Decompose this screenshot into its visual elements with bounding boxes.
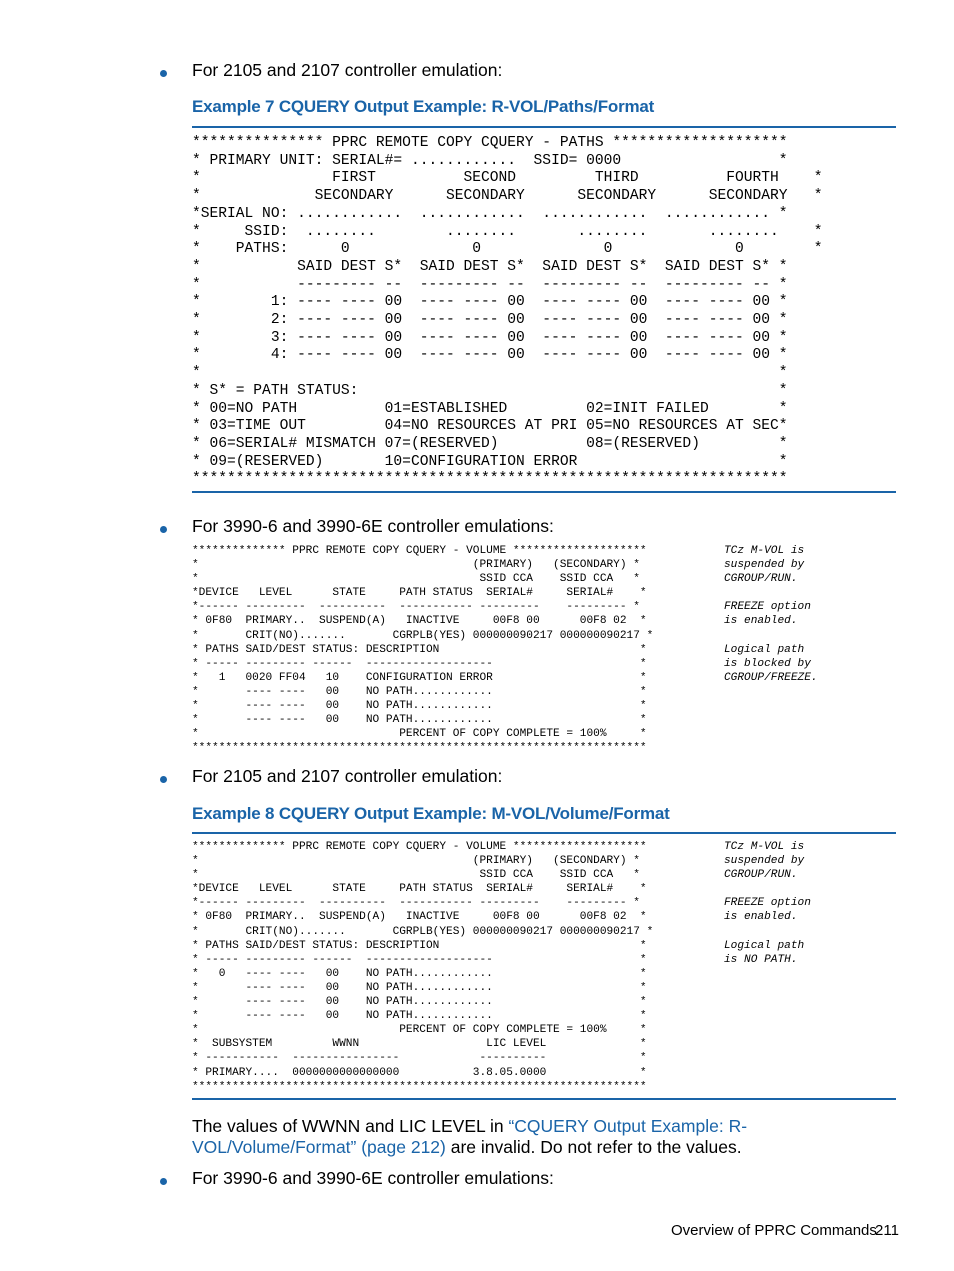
example-7-top-rule bbox=[192, 126, 896, 128]
example-7-listing: *************** PPRC REMOTE COPY CQUERY - PATHS ******************** * PRIMARY UNIT: SERIAL#= ............ SSID= 0000 * * FIRST SECOND THIRD FOURTH * * SECONDARY SECONDARY SECONDARY SECONDARY * *SERIAL NO: ............ ............ ............ ............ * * SSID: ........ ........ ........ ........ * * PATHS: 0 0 0 0 * * SAID DEST S* SAID DEST S* SAID DEST S* SAID DEST S* * * --------- -- --------- -- --------- -- --------- -- * * 1: ---- ---- 00 ---- ---- 00 ---- ---- 00 ---- ---- 00 * * 2: ---- ---- 00 ---- ---- 00 ---- ---- 00 ---- ---- 00 * * 3: ---- ---- 00 ---- ---- 00 ---- ---- 00 ---- ---- 00 * * 4: ---- ---- 00 ---- ---- 00 ---- ---- 00 ---- ---- 00 * * * * S* = PATH STATUS: * * 00=NO PATH 01=ESTABLISHED 02=INIT FAILED * * 03=TIME OUT 04=NO RESOURCES AT PRI 05=NO RESOURCES AT SEC* * 06=SERIAL# MISMATCH 07=(RESERVED) 08=(RESERVED) * * 09=(RESERVED) 10=CONFIGURATION ERROR * ******************************************************************** bbox=[192, 135, 823, 488]
bullet-item bbox=[0, 516, 954, 544]
cross-reference-link[interactable]: “CQUERY Output Example: R-VOL/Volume/Format” (page 212) bbox=[192, 1116, 748, 1157]
volume-listing-3990: ************** PPRC REMOTE COPY CQUERY - VOLUME ******************** * (PRIMARY) (SECONDARY) * * SSID CCA SSID CCA * *DEVICE LEVEL STATE PATH STATUS SERIAL# SERIAL# * *------ --------- ---------- ----------- --------- --------- * * 0F80 PRIMARY.. SUSPEND(A) INACTIVE 00F8 00 00F8 02 * * CRIT(NO)....... CGRPLB(YES) 000000090217 000000090217 * * PATHS SAID/DEST STATUS: DESCRIPTION * * ----- --------- ------ ------------------- * * 1 0020 FF04 10 CONFIGURATION ERROR * * ---- ---- 00 NO PATH............ * * ---- ---- 00 NO PATH............ * * ---- ---- 00 NO PATH............ * * PERCENT OF COPY COMPLETE = 100% * ******************************************************************** bbox=[192, 545, 654, 755]
footer-page-number: 211 bbox=[875, 1222, 899, 1239]
bullet-text: For 2105 and 2107 controller emulation: bbox=[192, 766, 503, 786]
footer-section-title: Overview of PPRC Commands bbox=[671, 1222, 877, 1239]
bullet-icon bbox=[160, 526, 167, 533]
bullet-item bbox=[0, 1168, 954, 1196]
paragraph-text-after: are invalid. Do not refer to the values. bbox=[445, 1137, 742, 1157]
example-7-bottom-rule bbox=[192, 491, 896, 493]
example-8-note: TCz M-VOL is suspended by CGROUP/RUN. FREEZE option is enabled. Logical path is NO PATH. bbox=[724, 841, 811, 966]
example-7-title: Example 7 CQUERY Output Example: R-VOL/Paths/Format bbox=[192, 97, 655, 116]
bullet-text: For 3990-6 and 3990-6E controller emulations: bbox=[192, 1168, 554, 1188]
paragraph-text-before: The values of WWNN and LIC LEVEL in bbox=[192, 1116, 509, 1136]
example-8-title: Example 8 CQUERY Output Example: M-VOL/Volume/Format bbox=[192, 804, 670, 823]
example-8-top-rule bbox=[192, 832, 896, 834]
bullet-icon bbox=[160, 776, 167, 783]
bullet-icon bbox=[160, 1178, 167, 1185]
wwnn-note-paragraph bbox=[192, 1116, 902, 1158]
bullet-text: For 3990-6 and 3990-6E controller emulations: bbox=[192, 516, 554, 536]
bullet-text: For 2105 and 2107 controller emulation: bbox=[192, 60, 503, 80]
bullet-item bbox=[0, 60, 954, 88]
volume-listing-3990-note: TCz M-VOL is suspended by CGROUP/RUN. FREEZE option is enabled. Logical path is blocked by CGROUP/FREEZE. bbox=[724, 545, 818, 684]
example-8-listing: ************** PPRC REMOTE COPY CQUERY - VOLUME ******************** * (PRIMARY) (SECONDARY) * * SSID CCA SSID CCA * *DEVICE LEVEL STATE PATH STATUS SERIAL# SERIAL# * *------ --------- ---------- ----------- --------- --------- * * 0F80 PRIMARY.. SUSPEND(A) INACTIVE 00F8 00 00F8 02 * * CRIT(NO)....... CGRPLB(YES) 000000090217 000000090217 * * PATHS SAID/DEST STATUS: DESCRIPTION * * ----- --------- ------ ------------------- * * 0 ---- ---- 00 NO PATH............ * * ---- ---- 00 NO PATH............ * * ---- ---- 00 NO PATH............ * * ---- ---- 00 NO PATH............ * * PERCENT OF COPY COMPLETE = 100% * * SUBSYSTEM WWNN LIC LEVEL * * ----------- ---------------- ---------- * * PRIMARY.... 0000000000000000 3.8.05.0000 * ******************************************************************** bbox=[192, 841, 654, 1093]
bullet-item bbox=[0, 766, 954, 794]
example-8-bottom-rule bbox=[192, 1098, 896, 1100]
bullet-icon bbox=[160, 70, 167, 77]
